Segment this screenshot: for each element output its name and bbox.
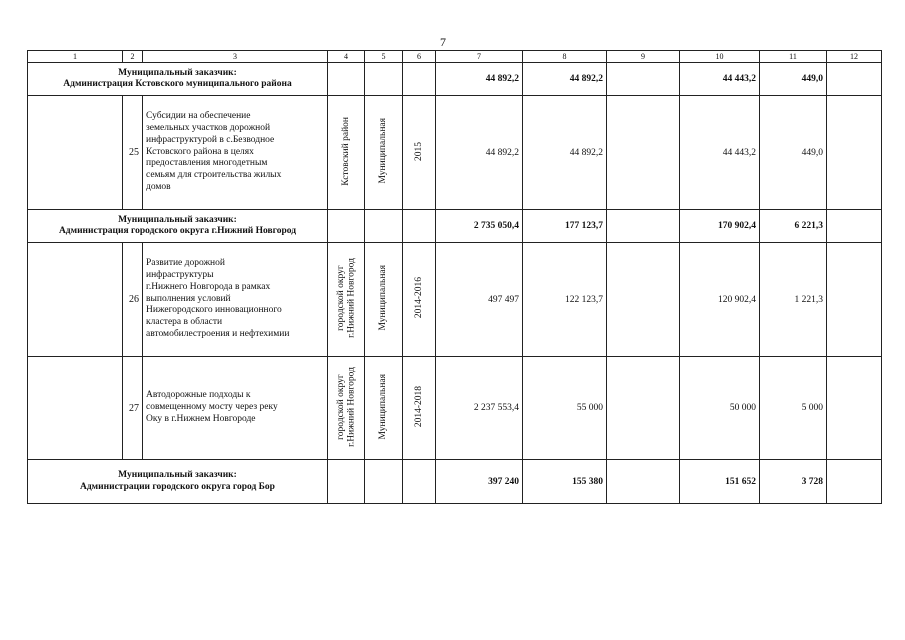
section-total: 397 240 [436,460,523,504]
column-header: 1 [28,51,123,63]
section-total: 177 123,7 [523,210,607,243]
cell-value: 449,0 [760,96,827,210]
project-location: Кстовский район [328,96,365,210]
cell-value: 5 000 [760,357,827,460]
section-total: 3 728 [760,460,827,504]
customer-title: Муниципальный заказчик: Администрации городского округа город Бор [28,460,328,504]
cell-value: 1 221,3 [760,243,827,357]
table-row [28,96,882,210]
customer-title: Муниципальный заказчик: Администрация Кстовского муниципального района [28,63,328,96]
section-row [28,63,882,96]
project-period: 2014-2018 [403,357,436,460]
section-total: 2 735 050,4 [436,210,523,243]
section-total: 44 892,2 [523,63,607,96]
column-header: 9 [607,51,680,63]
cell-value: 122 123,7 [523,243,607,357]
ownership-type: Муниципальная [365,357,403,460]
ownership-type: Муниципальная [365,96,403,210]
column-header: 2 [123,51,143,63]
table-row [28,357,882,460]
cell-value: 55 000 [523,357,607,460]
column-header: 3 [143,51,328,63]
project-location: городской округ г.Нижний Новгород [328,357,365,460]
column-header: 11 [760,51,827,63]
section-total: 44 443,2 [680,63,760,96]
column-header: 6 [403,51,436,63]
cell-value: 44 892,2 [436,96,523,210]
row-number: 25 [123,96,143,210]
cell-value: 44 443,2 [680,96,760,210]
column-numbers-row [28,51,882,63]
section-row [28,460,882,504]
cell-value: 50 000 [680,357,760,460]
section-total: 151 652 [680,460,760,504]
project-description: Субсидии на обеспечение земельных участков дорожной инфраструктурой в с.Безводное Кстовского района в целях предоставления многодетным семьям для строительства жилых домов [143,96,328,210]
project-period: 2015 [403,96,436,210]
row-number: 26 [123,243,143,357]
cell-value: 497 497 [436,243,523,357]
section-total: 44 892,2 [436,63,523,96]
column-header: 7 [436,51,523,63]
column-header: 8 [523,51,607,63]
project-description: Автодорожные подходы к совмещенному мосту через реку Оку в г.Нижнем Новгороде [143,357,328,460]
cell-value: 2 237 553,4 [436,357,523,460]
cell-value: 44 892,2 [523,96,607,210]
table-row [28,243,882,357]
section-total: 170 902,4 [680,210,760,243]
project-period: 2014-2016 [403,243,436,357]
section-total: 155 380 [523,460,607,504]
column-header: 10 [680,51,760,63]
budget-table [27,50,882,504]
cell-value: 120 902,4 [680,243,760,357]
page-number: 7 [440,35,446,49]
ownership-type: Муниципальная [365,243,403,357]
section-total: 449,0 [760,63,827,96]
column-header: 5 [365,51,403,63]
row-number: 27 [123,357,143,460]
project-description: Развитие дорожной инфраструктуры г.Нижнего Новгорода в рамках выполнения условий Нижегородского инновационного кластера в области автомобилестроения и нефтехимии [143,243,328,357]
customer-title: Муниципальный заказчик: Администрация городского округа г.Нижний Новгород [28,210,328,243]
project-location: городской округ г.Нижний Новгород [328,243,365,357]
section-row [28,210,882,243]
column-header: 12 [827,51,882,63]
section-total: 6 221,3 [760,210,827,243]
column-header: 4 [328,51,365,63]
